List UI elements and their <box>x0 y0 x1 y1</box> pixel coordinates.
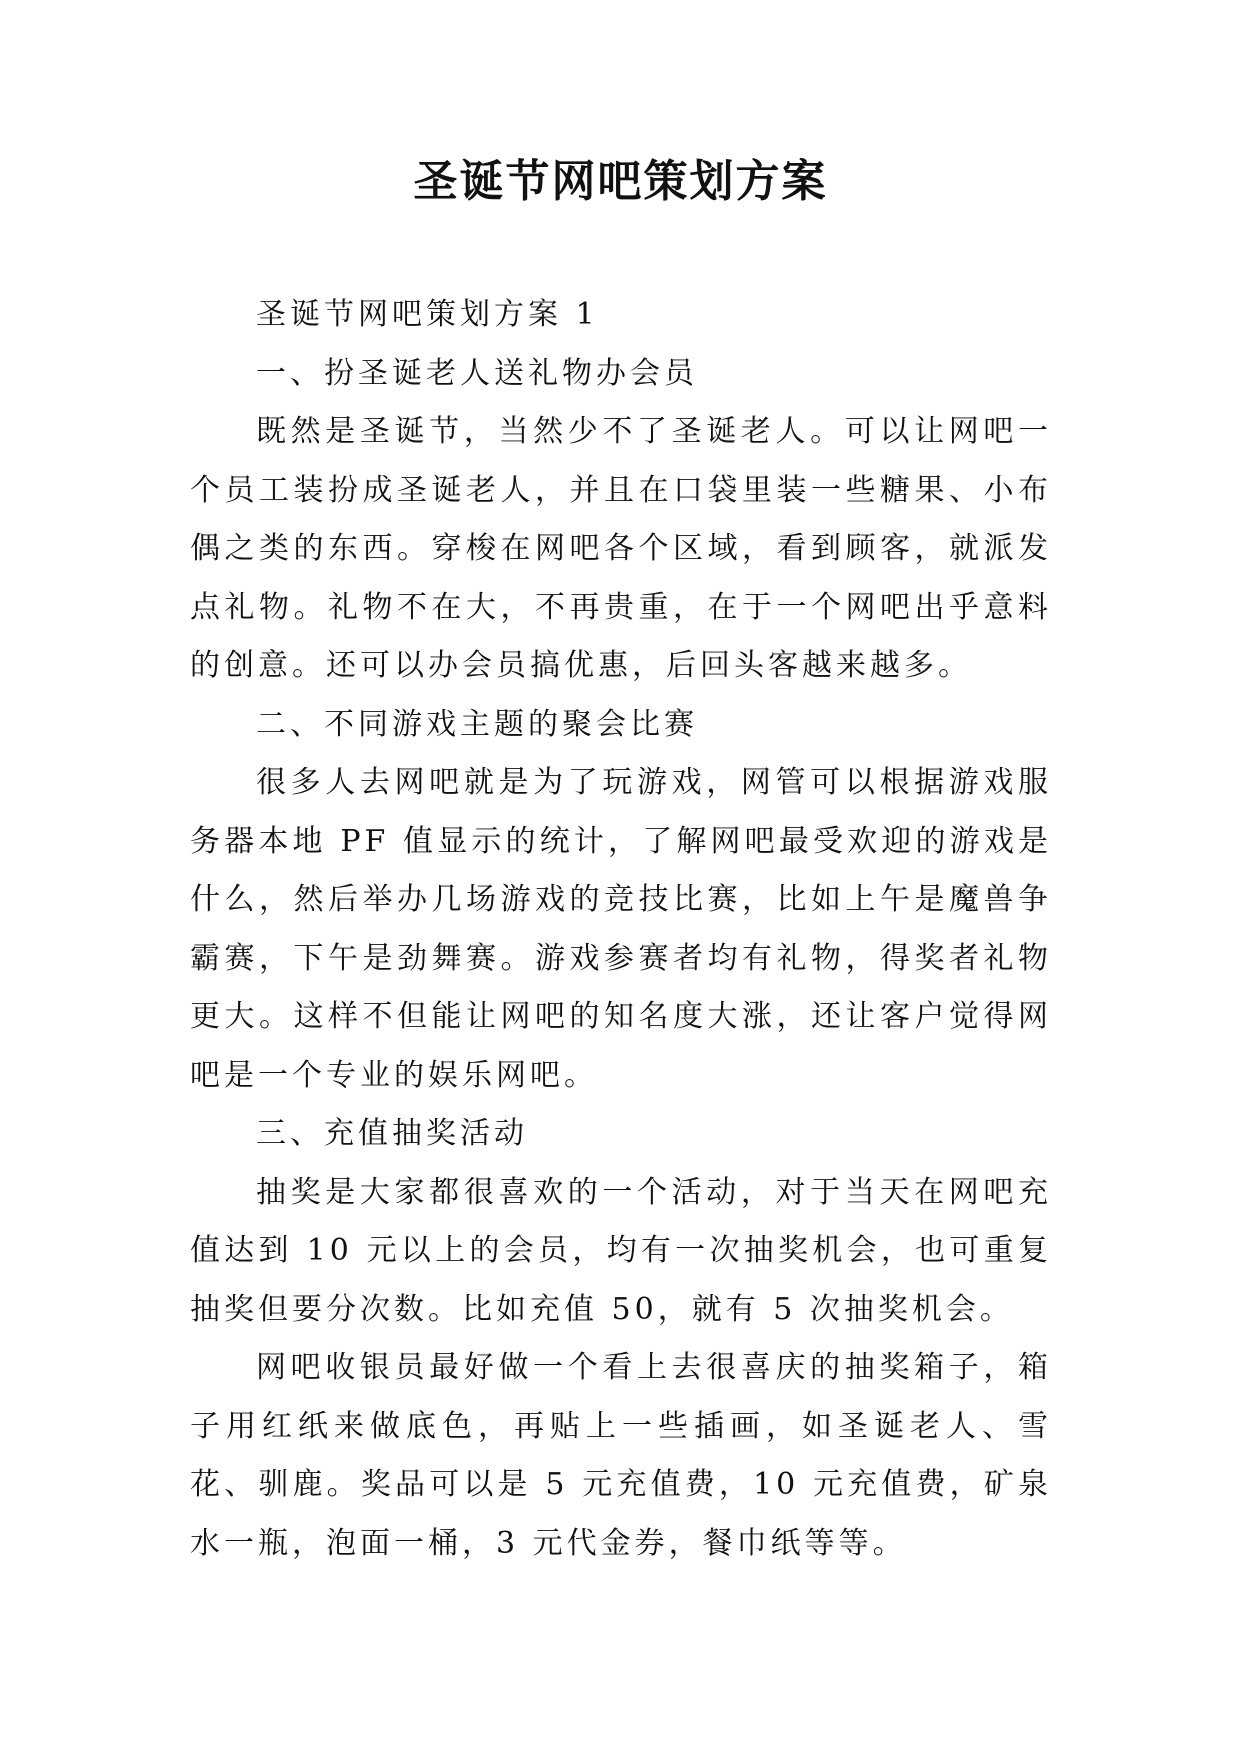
subsection-heading: 二、不同游戏主题的聚会比赛 <box>256 706 698 742</box>
subsection-heading: 一、扮圣诞老人送礼物办会员 <box>256 355 698 391</box>
body-paragraph: 抽奖是大家都很喜欢的一个活动，对于当天在网吧充值达到 10 元以上的会员，均有一次抽奖机会，也可重复抽奖但要分次数。比如充值 50，就有 5 次抽奖机会。 <box>190 1174 1052 1327</box>
body-paragraph: 既然是圣诞节，当然少不了圣诞老人。可以让网吧一个员工装扮成圣诞老人，并且在口袋里装一些糖果、小布偶之类的东西。穿梭在网吧各个区域，看到顾客，就派发点礼物。礼物不在大，不再贵重，在于一个网吧出乎意料的创意。还可以办会员搞优惠，后回头客越来越多。 <box>190 414 1052 683</box>
body-paragraph: 网吧收银员最好做一个看上去很喜庆的抽奖箱子，箱子用红纸来做底色，再贴上一些插画，如圣诞老人、雪花、驯鹿。奖品可以是 5 元充值费，10 元充值费，矿泉水一瓶，泡面一桶，3 元代金券，餐巾纸等等。 <box>190 1350 1052 1561</box>
subsection-heading: 三、充值抽奖活动 <box>256 1116 528 1151</box>
section-heading: 圣诞节网吧策划方案 1 <box>256 297 599 332</box>
body-paragraph: 很多人去网吧就是为了玩游戏，网管可以根据游戏服务器本地 PF 值显示的统计，了解网吧最受欢迎的游戏是什么，然后举办几场游戏的竞技比赛，比如上午是魔兽争霸赛，下午是劲舞赛。游戏参赛者均有礼物，得奖者礼物更大。这样不但能让网吧的知名度大涨，还让客户觉得网吧是一个专业的娱乐网吧。 <box>190 765 1052 1093</box>
document-body <box>190 286 1052 1573</box>
document-title: 圣诞节网吧策划方案 <box>413 156 828 207</box>
